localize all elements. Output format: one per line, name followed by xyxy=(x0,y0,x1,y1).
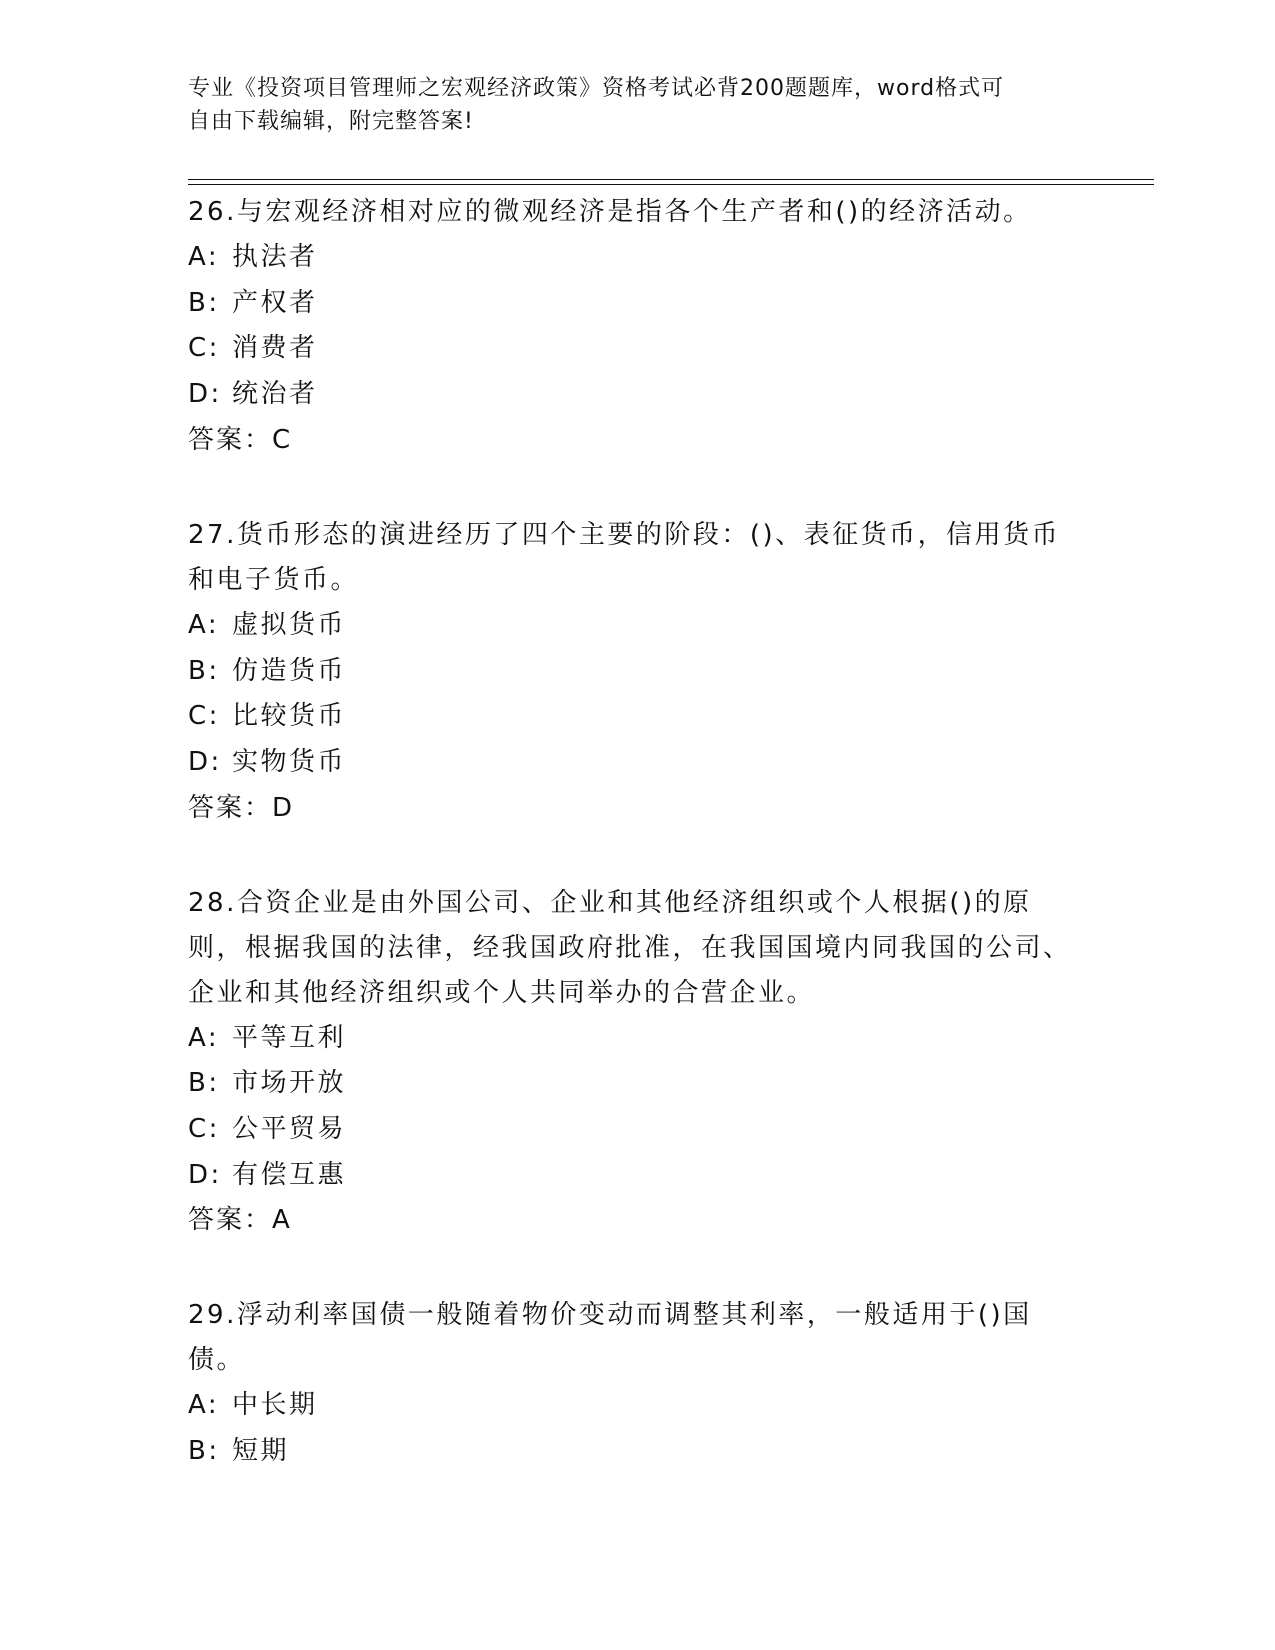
question-27 xyxy=(188,513,1078,831)
option-letter: D: xyxy=(188,746,222,777)
answer: 答案：D xyxy=(188,792,295,823)
header-line-2: 自由下载编辑，附完整答案! xyxy=(188,109,474,134)
option-text: 有偿互惠 xyxy=(232,1159,347,1190)
question-28 xyxy=(188,881,1078,1244)
option-text: 平等互利 xyxy=(232,1022,347,1053)
option-text: 市场开放 xyxy=(232,1068,347,1099)
question-stem: 28.合资企业是由外国公司、企业和其他经济组织或个人根据()的原则，根据我国的法律，经我国政府批准，在我国国境内同我国的公司、企业和其他经济组织或个人共同举办的合营企业。 xyxy=(188,887,1072,1008)
option-letter: A: xyxy=(188,1022,220,1053)
option-c xyxy=(188,694,1078,740)
answer: 答案：A xyxy=(188,1205,292,1236)
option-b xyxy=(188,281,1078,327)
header-divider-top xyxy=(188,179,1154,180)
option-text: 实物货币 xyxy=(232,746,347,777)
question-stem: 29.浮动利率国债一般随着物价变动而调整其利率，一般适用于()国债。 xyxy=(188,1300,1032,1376)
option-d xyxy=(188,1153,1078,1199)
option-text: 虚拟货币 xyxy=(232,609,347,640)
option-b xyxy=(188,1061,1078,1107)
question-list xyxy=(188,190,1078,1525)
option-b xyxy=(188,649,1078,695)
option-text: 短期 xyxy=(232,1436,290,1467)
option-text: 比较货币 xyxy=(232,701,347,732)
option-letter: B: xyxy=(188,1436,220,1467)
option-letter: B: xyxy=(188,655,220,686)
option-letter: A: xyxy=(188,609,220,640)
option-text: 公平贸易 xyxy=(232,1114,347,1145)
option-letter: C: xyxy=(188,1114,220,1145)
option-letter: D: xyxy=(188,379,222,410)
option-a xyxy=(188,1383,1078,1429)
option-d xyxy=(188,740,1078,786)
option-d xyxy=(188,372,1078,418)
option-letter: C: xyxy=(188,701,220,732)
option-letter: B: xyxy=(188,1068,220,1099)
question-26 xyxy=(188,190,1078,463)
option-letter: A: xyxy=(188,242,220,272)
header-line-1: 专业《投资项目管理师之宏观经济政策》资格考试必背200题题库，word格式可 xyxy=(188,76,1005,101)
question-29 xyxy=(188,1293,1078,1474)
question-stem: 26.与宏观经济相对应的微观经济是指各个生产者和()的经济活动。 xyxy=(188,197,1032,227)
option-text: 消费者 xyxy=(232,333,318,364)
option-text: 统治者 xyxy=(232,379,318,410)
option-letter: D: xyxy=(188,1159,222,1190)
option-a xyxy=(188,603,1078,649)
option-a xyxy=(188,1016,1078,1062)
answer: 答案：C xyxy=(188,424,293,455)
document-header xyxy=(188,72,1088,138)
option-text: 仿造货币 xyxy=(232,655,347,686)
option-text: 中长期 xyxy=(232,1390,318,1421)
option-letter: C: xyxy=(188,333,220,364)
option-a xyxy=(188,235,1078,281)
option-text: 产权者 xyxy=(232,287,318,318)
option-c xyxy=(188,326,1078,372)
option-letter: A: xyxy=(188,1390,220,1421)
option-b xyxy=(188,1429,1078,1475)
header-divider-bottom xyxy=(188,184,1154,185)
question-stem: 27.货币形态的演进经历了四个主要的阶段：()、表征货币，信用货币和电子货币。 xyxy=(188,519,1061,595)
option-c xyxy=(188,1107,1078,1153)
option-text: 执法者 xyxy=(232,242,318,272)
option-letter: B: xyxy=(188,287,220,318)
